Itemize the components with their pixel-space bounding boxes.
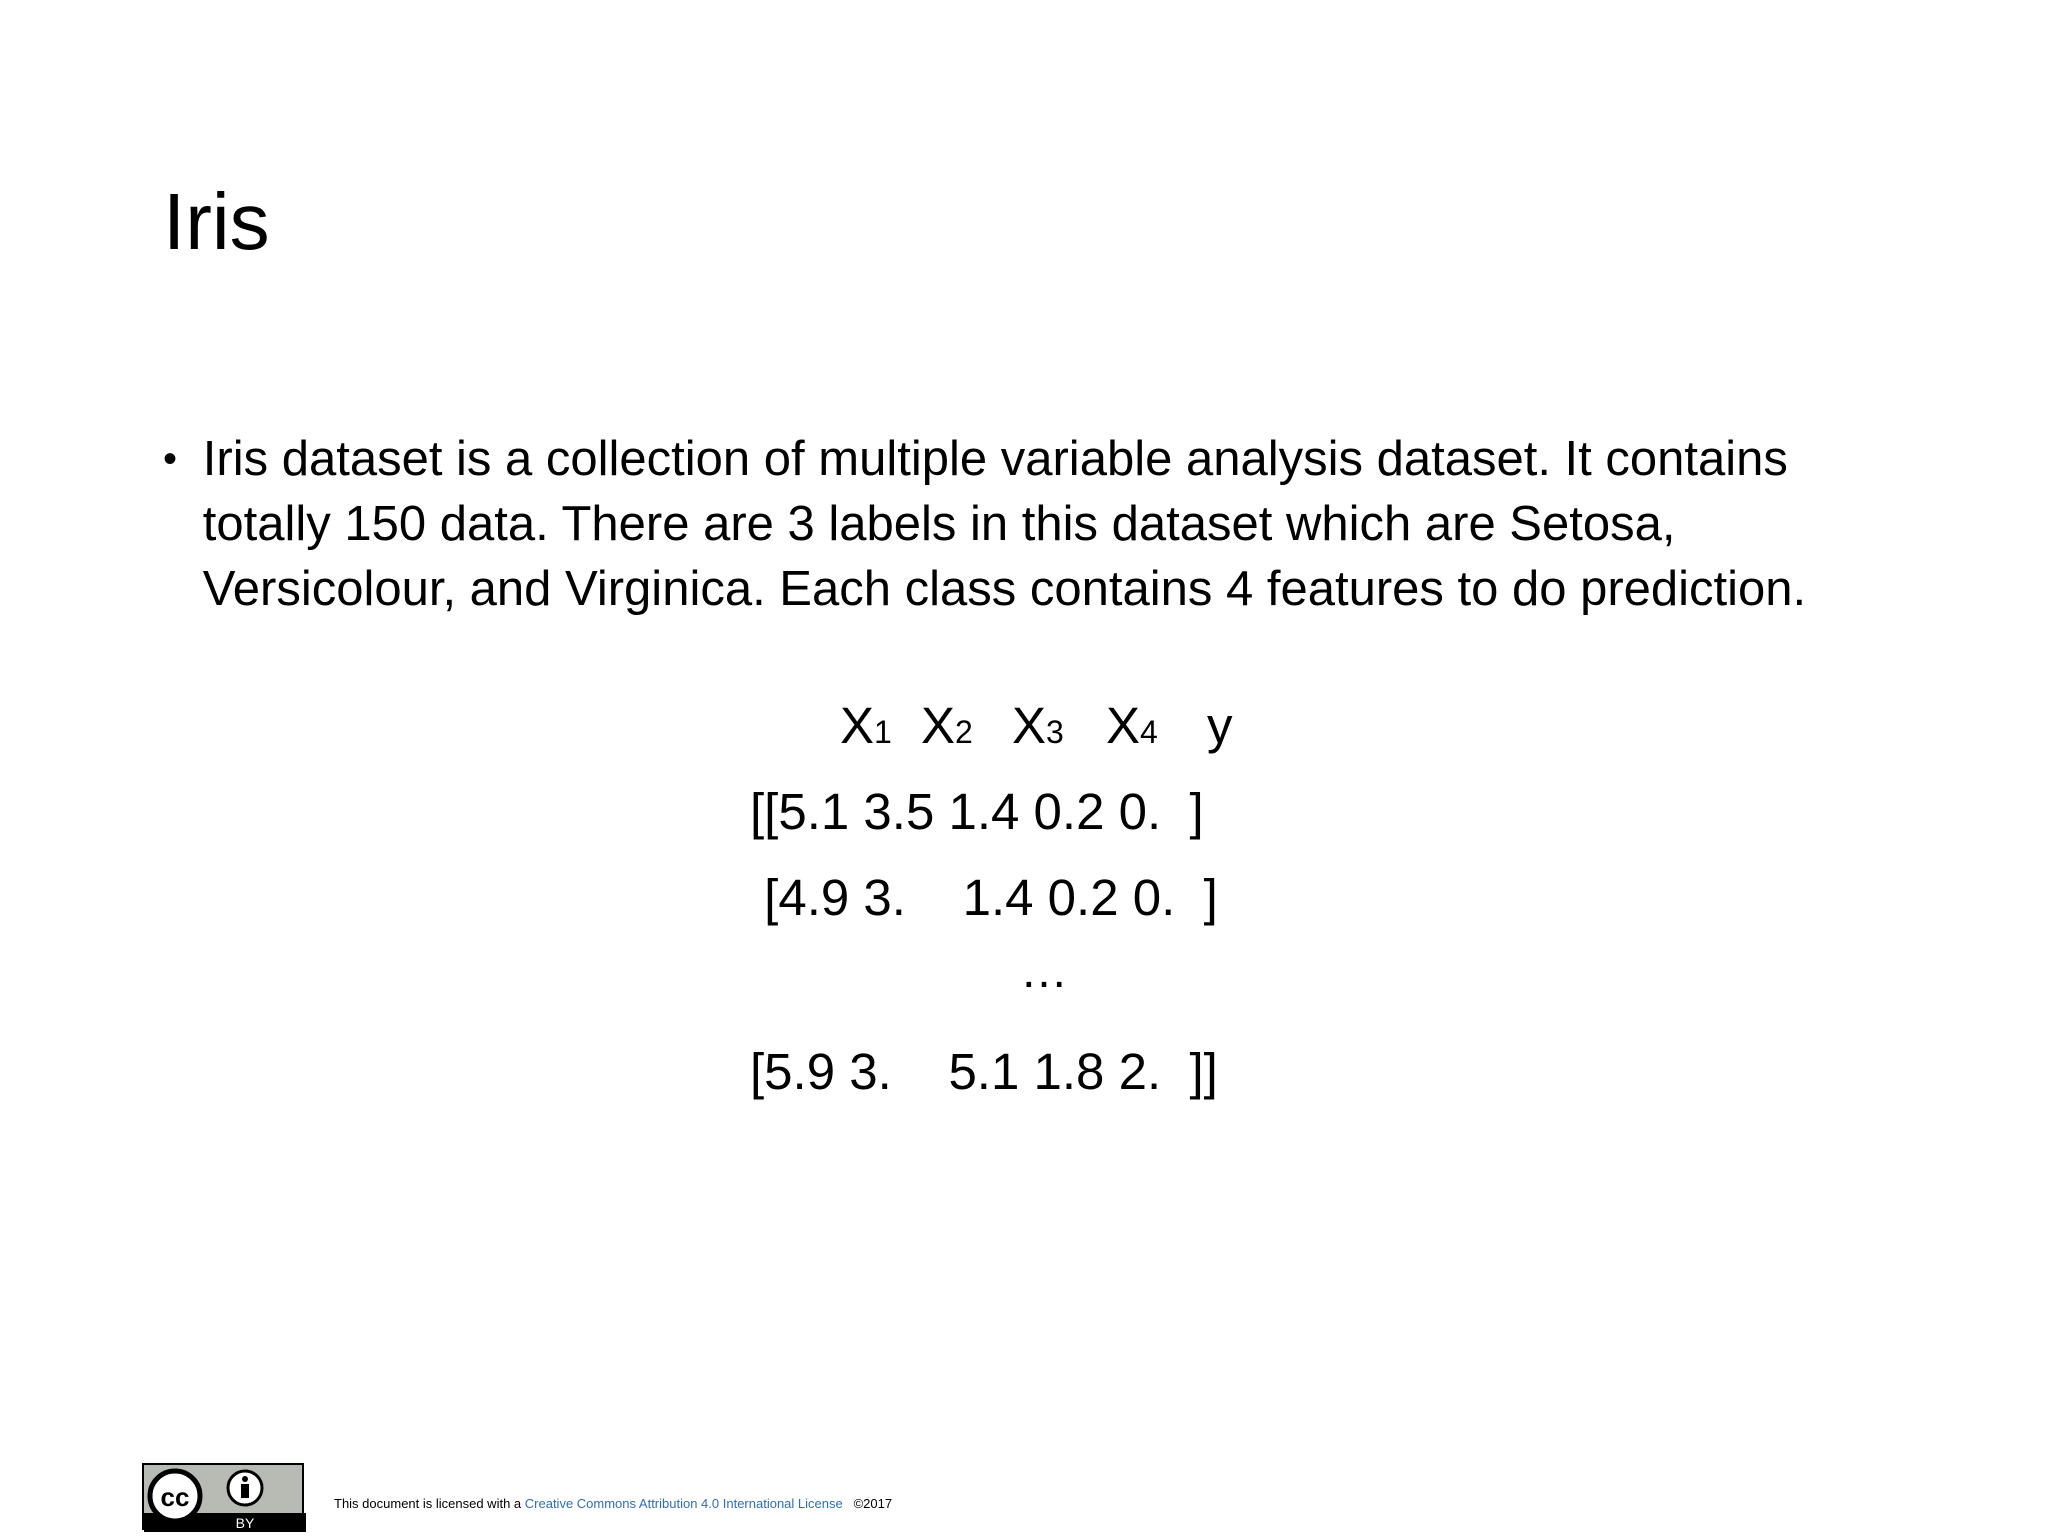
header-x2: X2 xyxy=(921,697,973,754)
license-link[interactable]: Creative Commons Attribution 4.0 International License xyxy=(524,1496,843,1511)
by-label: BY xyxy=(235,1515,255,1531)
data-matrix xyxy=(750,697,1310,1100)
bullet-icon: • xyxy=(163,437,178,481)
bullet-item xyxy=(163,427,1913,622)
cc-label: cc xyxy=(160,1482,190,1512)
bullet-text: Iris dataset is a collection of multiple variable analysis dataset. It contains totally 150 data. There are 3 labels in this dataset which are Setosa, Versicolour, and Virginica. Each class contains 4 features to do prediction. xyxy=(202,432,1807,616)
cc-by-badge[interactable] xyxy=(142,1463,304,1530)
matrix-row: [4.9 3. 1.4 0.2 0. ] xyxy=(750,869,1218,926)
header-x1: X1 xyxy=(840,697,892,754)
license-prefix: This document is licensed with a xyxy=(334,1496,525,1511)
matrix-row: [5.9 3. 5.1 1.8 2. ]] xyxy=(750,1043,1218,1100)
matrix-row: [[5.1 3.5 1.4 0.2 0. ] xyxy=(750,783,1204,840)
header-y: y xyxy=(1207,697,1233,754)
matrix-ellipsis: … xyxy=(1020,945,1068,998)
matrix-header xyxy=(840,697,1310,770)
copyright: ©2017 xyxy=(853,1496,893,1511)
slide-title: Iris xyxy=(163,177,270,266)
license-text xyxy=(334,1497,892,1510)
footer xyxy=(142,1463,1342,1530)
header-x3: X3 xyxy=(1012,697,1064,754)
cc-by-icon xyxy=(144,1465,306,1532)
header-x4: X4 xyxy=(1106,697,1158,754)
